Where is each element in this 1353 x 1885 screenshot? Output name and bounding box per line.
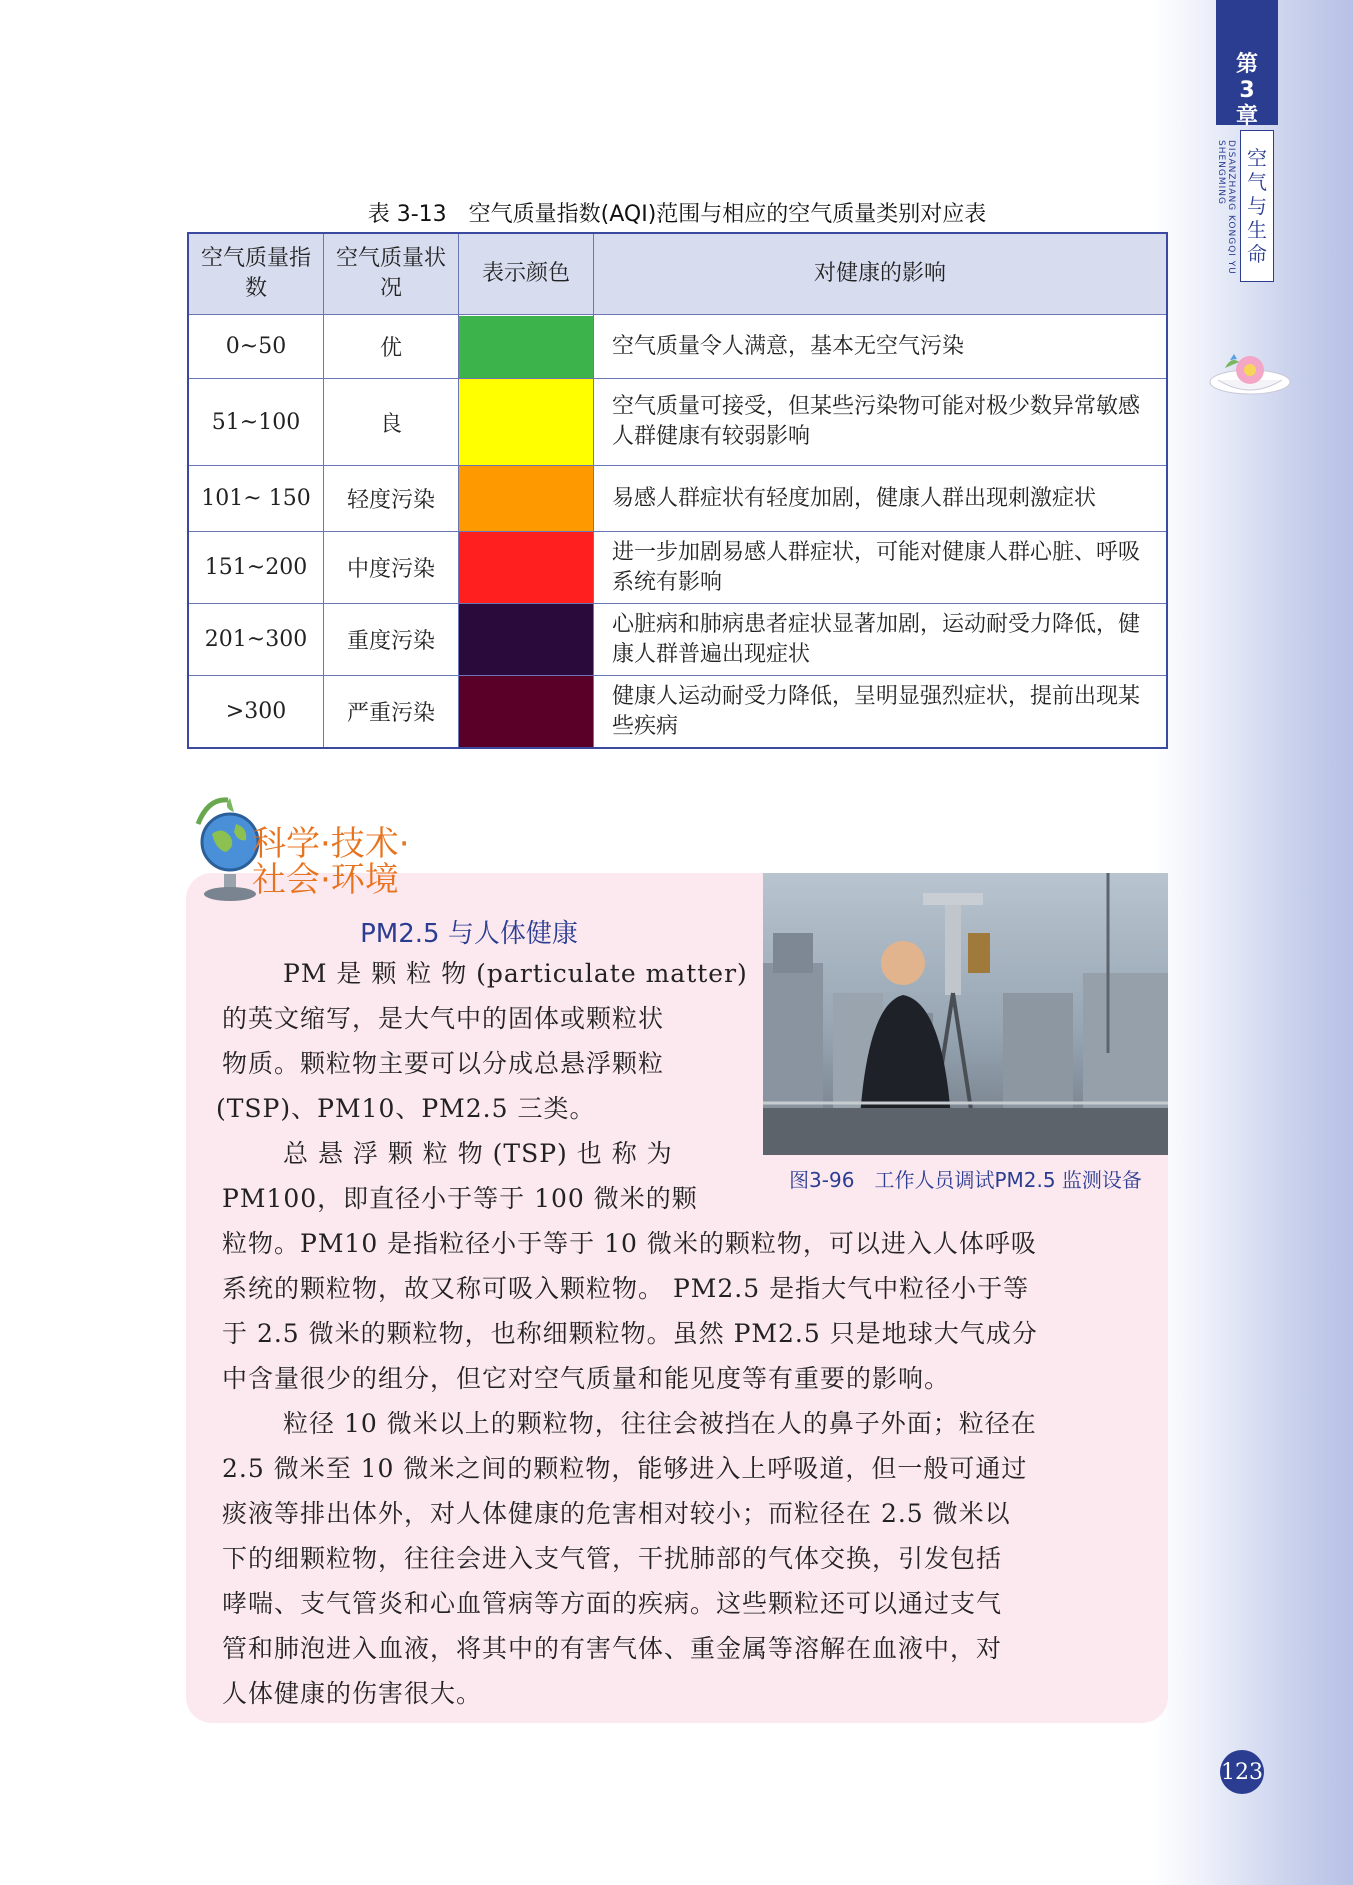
cell-effect: 易感人群症状有轻度加剧，健康人群出现刺激症状 (594, 466, 1168, 532)
cell-status: 严重污染 (324, 676, 459, 749)
chapter-title (1240, 130, 1274, 282)
text-line: 管和肺泡进入血液，将其中的有害气体、重金属等溶解在血液中，对 (222, 1634, 1003, 1663)
photo-pm25-monitor (763, 873, 1168, 1155)
header-status: 空气质量状况 (324, 233, 459, 315)
text-line: 中含量很少的组分，但它对空气质量和能见度等有重要的影响。 (222, 1364, 951, 1393)
cell-range: 0~50 (188, 315, 324, 379)
text-line: 的英文缩写，是大气中的固体或颗粒状 (222, 1004, 665, 1033)
cell-color (459, 379, 594, 466)
text-line: 于 2.5 微米的颗粒物，也称细颗粒物。虽然 PM2.5 只是地球大气成分 (222, 1319, 1038, 1348)
table-row (188, 379, 1167, 466)
text-line: 总 悬 浮 颗 粒 物 (TSP) 也 称 为 (283, 1139, 673, 1168)
cell-range: 201~300 (188, 604, 324, 676)
text-line: 哮喘、支气管炎和心血管病等方面的疾病。这些颗粒还可以通过支气 (222, 1589, 1003, 1618)
chapter-label-char: 章 (1235, 104, 1258, 129)
text-line: 下的细颗粒物，往往会进入支气管，干扰肺部的气体交换，引发包括 (222, 1544, 1003, 1573)
table-row (188, 532, 1167, 604)
cell-range: >300 (188, 676, 324, 749)
cell-color (459, 532, 594, 604)
stse-heading (252, 826, 410, 898)
cell-effect: 空气质量令人满意，基本无空气污染 (594, 315, 1168, 379)
teacup-flower-icon (1200, 340, 1300, 400)
aqi-table (187, 232, 1168, 749)
chapter-title-char: 气 (1247, 170, 1267, 194)
text-line: 人体健康的伤害很大。 (222, 1679, 483, 1708)
table-row (188, 676, 1167, 749)
cell-status: 良 (324, 379, 459, 466)
cell-status: 重度污染 (324, 604, 459, 676)
stse-heading-line: 社会·环境 (252, 860, 399, 900)
cell-range: 151~200 (188, 532, 324, 604)
chapter-title-char: 空 (1247, 146, 1267, 170)
color-swatch (459, 604, 593, 675)
header-effect: 对健康的影响 (594, 233, 1168, 315)
cell-range: 101~ 150 (188, 466, 324, 532)
cell-status: 中度污染 (324, 532, 459, 604)
color-swatch (459, 676, 593, 747)
header-aqi: 空气质量指数 (188, 233, 324, 315)
table-header-row (188, 233, 1167, 315)
text-line: 2.5 微米至 10 微米之间的颗粒物，能够进入上呼吸道，但一般可通过 (222, 1454, 1028, 1483)
cell-status: 优 (324, 315, 459, 379)
header-color: 表示颜色 (459, 233, 594, 315)
table-row (188, 604, 1167, 676)
chapter-label-char: 第 (1235, 52, 1258, 77)
photo-illustration (763, 873, 1168, 1155)
color-swatch (459, 532, 593, 603)
table-caption: 表 3-13 空气质量指数(AQI)范围与相应的空气质量类别对应表 (367, 202, 987, 227)
cell-range: 51~100 (188, 379, 324, 466)
cell-color (459, 466, 594, 532)
photo-caption: 图3-96 工作人员调试PM2.5 监测设备 (789, 1168, 1142, 1192)
chapter-tab (1216, 0, 1278, 129)
cell-effect: 心脏病和肺病患者症状显著加剧，运动耐受力降低，健康人群普遍出现症状 (594, 604, 1168, 676)
chapter-pinyin: DISANZHANG KONGQI YU SHENGMING (1216, 140, 1236, 275)
text-line: PM100，即直径小于等于 100 微米的颗 (222, 1184, 698, 1213)
color-swatch (459, 379, 593, 465)
cell-color (459, 315, 594, 379)
page-number: 123 (1220, 1750, 1264, 1794)
text-line: 痰液等排出体外，对人体健康的危害相对较小；而粒径在 2.5 微米以 (222, 1499, 1011, 1528)
table-row (188, 315, 1167, 379)
text-line: 物质。颗粒物主要可以分成总悬浮颗粒 (222, 1049, 665, 1078)
text-line: (TSP)、PM10、PM2.5 三类。 (216, 1094, 596, 1123)
cell-status: 轻度污染 (324, 466, 459, 532)
cell-color (459, 676, 594, 749)
cell-color (459, 604, 594, 676)
color-swatch (459, 316, 593, 378)
text-line: 粒径 10 微米以上的颗粒物，往往会被挡在人的鼻子外面；粒径在 (283, 1409, 1037, 1438)
chapter-number: 3 (1239, 78, 1255, 103)
stse-heading-line: 科学·技术· (252, 824, 410, 864)
table-row (188, 466, 1167, 532)
decorative-margin (1153, 0, 1353, 1885)
chapter-title-char: 命 (1247, 242, 1267, 266)
text-line: 系统的颗粒物，故又称可吸入颗粒物。 PM2.5 是指大气中粒径小于等 (222, 1274, 1030, 1303)
text-line: 粒物。PM10 是指粒径小于等于 10 微米的颗粒物，可以进入人体呼吸 (222, 1229, 1037, 1258)
cell-effect: 进一步加剧易感人群症状，可能对健康人群心脏、呼吸系统有影响 (594, 532, 1168, 604)
chapter-title-char: 与 (1247, 194, 1267, 218)
article-title: PM2.5 与人体健康 (360, 919, 578, 949)
chapter-title-char: 生 (1247, 218, 1267, 242)
text-line: PM 是 颗 粒 物 (particulate matter) (283, 959, 748, 988)
cell-effect: 健康人运动耐受力降低，呈明显强烈症状，提前出现某些疾病 (594, 676, 1168, 749)
color-swatch (459, 466, 593, 531)
cell-effect: 空气质量可接受，但某些污染物可能对极少数异常敏感人群健康有较弱影响 (594, 379, 1168, 466)
